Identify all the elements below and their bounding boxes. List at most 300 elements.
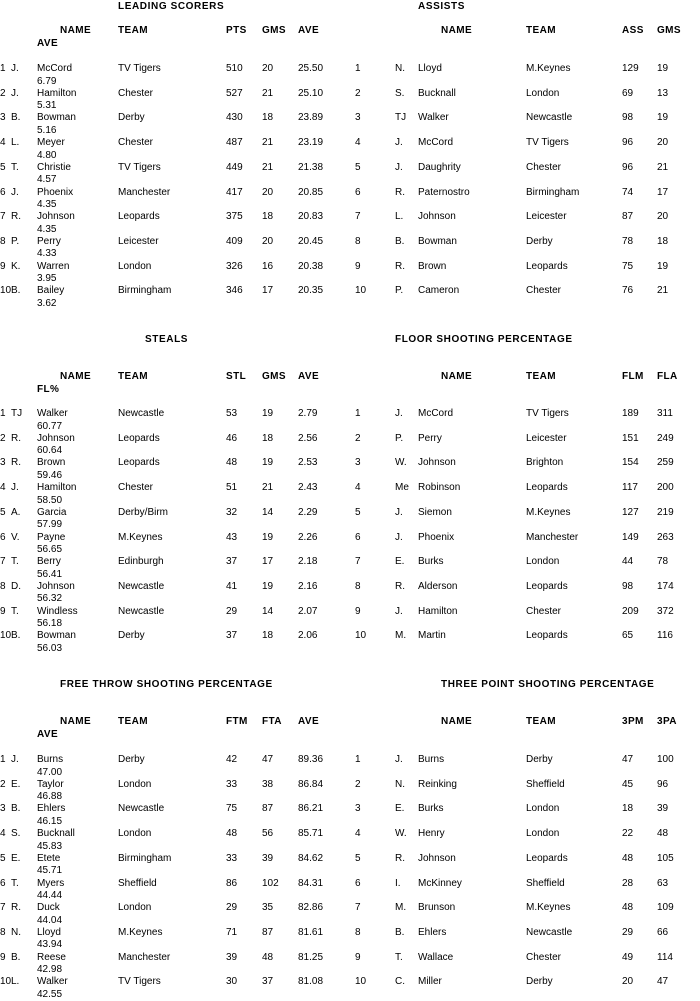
stat-cell: 109 xyxy=(657,902,674,914)
rank-cell: 4 xyxy=(355,482,361,494)
stat-cell: 98 xyxy=(622,112,634,124)
stat-cell: 29 xyxy=(226,902,238,914)
wrapped-value-cell: 44.44 xyxy=(37,890,63,901)
player-surname-cell: Burks xyxy=(418,803,444,815)
team-cell: London xyxy=(526,87,560,99)
average-cell: 2.56 xyxy=(298,432,318,444)
player-initial-cell: S. xyxy=(11,828,21,840)
player-initial-cell: E. xyxy=(395,803,405,815)
player-surname-cell: Meyer xyxy=(37,137,65,149)
team-cell: Leopards xyxy=(526,630,568,642)
average-cell: 20.38 xyxy=(298,260,324,272)
team-cell: Newcastle xyxy=(526,112,573,124)
stat-cell: 96 xyxy=(657,778,669,790)
stat-cell: 32 xyxy=(226,506,238,518)
player-surname-cell: Perry xyxy=(37,235,61,247)
team-cell: Birmingham xyxy=(118,285,172,297)
team-cell: Newcastle xyxy=(526,926,573,938)
player-initial-cell: R. xyxy=(11,902,21,914)
player-initial-cell: L. xyxy=(11,976,20,988)
team-cell: Chester xyxy=(118,482,154,494)
stat-cell: 71 xyxy=(226,926,238,938)
rank-cell: 10 xyxy=(0,630,12,642)
team-cell: M.Keynes xyxy=(526,902,571,914)
player-surname-cell: Bowman xyxy=(37,630,76,642)
stat-cell: 21 xyxy=(657,161,669,173)
player-initial-cell: B. xyxy=(11,112,21,124)
rank-cell: 7 xyxy=(355,211,361,223)
player-surname-cell: McCord xyxy=(37,63,73,74)
rank-cell: 10 xyxy=(355,630,367,642)
player-initial-cell: B. xyxy=(395,235,405,247)
team-cell: Brighton xyxy=(526,457,564,469)
player-surname-cell: Bailey xyxy=(37,285,65,297)
stat-cell: 47 xyxy=(657,976,669,988)
stat-cell: 19 xyxy=(262,457,274,469)
wrapped-value-cell: 56.41 xyxy=(37,568,63,580)
stat-cell: 20 xyxy=(262,186,274,198)
average-cell: 2.29 xyxy=(298,506,318,518)
wrapped-value-cell: 42.98 xyxy=(37,964,63,976)
player-initial-cell: E. xyxy=(11,852,21,864)
player-surname-cell: Garcia xyxy=(37,506,67,518)
player-initial-cell: K. xyxy=(11,260,21,272)
player-surname-cell: Brown xyxy=(37,457,66,469)
wrapped-value-cell: 5.16 xyxy=(37,124,57,136)
stat-cell: 29 xyxy=(226,605,238,617)
team-cell: Leicester xyxy=(118,235,159,247)
rank-cell: 5 xyxy=(355,852,361,864)
stat-cell: 21 xyxy=(657,285,669,297)
player-surname-cell: Miller xyxy=(418,976,442,988)
player-initial-cell: R. xyxy=(395,260,405,272)
column-header-team: TEAM xyxy=(526,716,556,727)
section-title: LEADING SCORERS xyxy=(118,1,225,12)
rank-cell: 1 xyxy=(355,408,361,419)
rank-cell: 6 xyxy=(0,531,6,543)
rank-cell: 9 xyxy=(0,260,6,272)
player-surname-cell: Etete xyxy=(37,852,61,864)
stat-cell: 29 xyxy=(622,926,634,938)
team-cell: London xyxy=(118,778,152,790)
rank-cell: 6 xyxy=(355,186,361,198)
stat-cell: 209 xyxy=(622,605,639,617)
stat-cell: 13 xyxy=(657,87,669,99)
average-cell: 86.21 xyxy=(298,803,324,815)
rank-cell: 5 xyxy=(355,161,361,173)
rank-cell: 9 xyxy=(355,605,361,617)
player-initial-cell: N. xyxy=(11,926,21,938)
player-surname-cell: Burns xyxy=(37,754,64,765)
stat-cell: 129 xyxy=(622,63,639,74)
stat-cell: 18 xyxy=(622,803,634,815)
stat-cell: 20 xyxy=(657,137,669,149)
team-cell: Chester xyxy=(118,137,154,149)
team-cell: Manchester xyxy=(526,531,579,543)
team-cell: TV Tigers xyxy=(118,63,161,74)
rank-cell: 7 xyxy=(0,902,6,914)
player-initial-cell: B. xyxy=(11,951,21,963)
rank-cell: 10 xyxy=(0,976,12,988)
stat-cell: 66 xyxy=(657,926,669,938)
team-cell: Newcastle xyxy=(118,803,165,815)
stat-cell: 53 xyxy=(226,408,238,419)
stat-cell: 21 xyxy=(262,87,274,99)
rank-cell: 5 xyxy=(0,506,6,518)
average-cell: 20.83 xyxy=(298,211,324,223)
stat-cell: 311 xyxy=(657,408,673,419)
column-header-fla: FLA xyxy=(657,371,678,382)
player-initial-cell: T. xyxy=(395,951,403,963)
rank-cell: 3 xyxy=(0,803,6,815)
player-surname-cell: Hamilton xyxy=(418,605,458,617)
player-initial-cell: P. xyxy=(11,235,20,247)
player-surname-cell: Burns xyxy=(418,754,445,765)
column-header-ftm: FTM xyxy=(226,716,248,727)
column-header-stl: STL xyxy=(226,371,247,382)
stat-cell: 17 xyxy=(262,285,274,297)
column-header-team: TEAM xyxy=(118,716,148,727)
team-cell: Sheffield xyxy=(118,877,157,889)
rank-cell: 4 xyxy=(0,137,6,149)
rank-cell: 8 xyxy=(355,926,361,938)
wrapped-value-cell: 46.88 xyxy=(37,791,63,803)
player-surname-cell: Ehlers xyxy=(37,803,66,815)
player-initial-cell: M. xyxy=(395,902,407,914)
team-cell: M.Keynes xyxy=(118,926,163,938)
column-header-name: NAME xyxy=(441,25,473,36)
player-initial-cell: R. xyxy=(11,457,21,469)
average-cell: 2.07 xyxy=(298,605,318,617)
stat-cell: 37 xyxy=(262,976,274,988)
rank-cell: 6 xyxy=(0,877,6,889)
stat-cell: 87 xyxy=(262,926,274,938)
player-surname-cell: Walker xyxy=(37,976,68,988)
stat-cell: 76 xyxy=(622,285,634,297)
average-cell: 2.16 xyxy=(298,580,318,592)
rank-cell: 1 xyxy=(0,63,6,74)
average-cell: 20.35 xyxy=(298,285,324,297)
player-initial-cell: J. xyxy=(11,754,19,765)
player-surname-cell: Wallace xyxy=(418,951,454,963)
player-surname-cell: Walker xyxy=(37,408,68,419)
average-cell: 25.50 xyxy=(298,63,324,74)
stat-cell: 20 xyxy=(262,63,274,74)
stat-cell: 20 xyxy=(622,976,634,988)
stat-cell: 375 xyxy=(226,211,243,223)
player-initial-cell: V. xyxy=(11,531,20,543)
stat-cell: 19 xyxy=(657,112,669,124)
rank-cell: 8 xyxy=(0,926,6,938)
column-header-ave: AVE xyxy=(298,716,320,727)
column-header-name: NAME xyxy=(441,371,473,382)
average-cell: 25.10 xyxy=(298,87,324,99)
rank-cell: 8 xyxy=(0,580,6,592)
stat-cell: 16 xyxy=(262,260,274,272)
wrapped-value-cell: 56.65 xyxy=(37,544,63,555)
rank-cell: 6 xyxy=(0,186,6,198)
player-initial-cell: P. xyxy=(395,285,404,297)
player-surname-cell: McCord xyxy=(418,408,454,419)
team-cell: London xyxy=(118,902,152,914)
stat-cell: 19 xyxy=(657,63,669,74)
wrapped-value-cell: 58.50 xyxy=(37,494,63,506)
team-cell: Leopards xyxy=(526,580,568,592)
team-cell: Chester xyxy=(526,161,562,173)
average-cell: 20.85 xyxy=(298,186,324,198)
player-surname-cell: Brown xyxy=(418,260,447,272)
player-initial-cell: J. xyxy=(11,63,19,74)
section-title: THREE POINT SHOOTING PERCENTAGE xyxy=(441,679,655,690)
player-surname-cell: Johnson xyxy=(37,432,75,444)
team-cell: Leopards xyxy=(526,482,568,494)
team-cell: Leicester xyxy=(526,432,567,444)
average-cell: 2.18 xyxy=(298,556,318,568)
player-initial-cell: I. xyxy=(395,877,401,889)
average-cell: 2.79 xyxy=(298,408,318,419)
player-initial-cell: B. xyxy=(11,803,21,815)
section-title: FREE THROW SHOOTING PERCENTAGE xyxy=(60,679,273,690)
wrapped-value-cell: 4.57 xyxy=(37,174,57,186)
stat-cell: 75 xyxy=(622,260,634,272)
stat-cell: 19 xyxy=(262,580,274,592)
team-cell: Birmingham xyxy=(526,186,580,198)
column-header-team: TEAM xyxy=(526,371,556,382)
player-surname-cell: Paternostro xyxy=(418,186,470,198)
team-cell: TV Tigers xyxy=(526,137,569,149)
rank-cell: 3 xyxy=(355,112,361,124)
player-initial-cell: L. xyxy=(11,137,20,149)
column-header-team: TEAM xyxy=(118,371,148,382)
rank-cell: 3 xyxy=(355,457,361,469)
rank-cell: 6 xyxy=(355,877,361,889)
stat-cell: 17 xyxy=(657,186,669,198)
average-cell: 21.38 xyxy=(298,161,324,173)
player-initial-cell: J. xyxy=(395,408,403,419)
player-surname-cell: Henry xyxy=(418,828,445,840)
player-surname-cell: Bowman xyxy=(418,235,457,247)
stat-cell: 18 xyxy=(262,630,274,642)
stat-cell: 510 xyxy=(226,63,243,74)
average-cell: 81.61 xyxy=(298,926,324,938)
wrapped-value-cell: 42.55 xyxy=(37,988,63,1000)
player-initial-cell: R. xyxy=(11,432,21,444)
column-header-wrapped: AVE xyxy=(37,729,59,740)
team-cell: Chester xyxy=(526,951,562,963)
stat-cell: 35 xyxy=(262,902,274,914)
stat-cell: 487 xyxy=(226,137,243,149)
stat-cell: 21 xyxy=(262,161,274,173)
rank-cell: 6 xyxy=(355,531,361,543)
wrapped-value-cell: 4.33 xyxy=(37,248,57,260)
player-initial-cell: B. xyxy=(11,285,21,297)
stat-cell: 33 xyxy=(226,778,238,790)
player-initial-cell: T. xyxy=(11,556,19,568)
player-initial-cell: R. xyxy=(395,852,405,864)
player-initial-cell: Me xyxy=(395,482,409,494)
team-cell: TV Tigers xyxy=(526,408,569,419)
player-surname-cell: Perry xyxy=(418,432,442,444)
team-cell: Leopards xyxy=(526,260,568,272)
team-cell: Leicester xyxy=(526,211,567,223)
player-surname-cell: Windless xyxy=(37,605,78,617)
player-initial-cell: J. xyxy=(11,482,19,494)
stat-cell: 259 xyxy=(657,457,674,469)
player-initial-cell: R. xyxy=(395,580,405,592)
stat-cell: 63 xyxy=(657,877,669,889)
column-header-3pm: 3PM xyxy=(622,716,644,727)
stat-cell: 30 xyxy=(226,976,238,988)
column-header-gms: GMS xyxy=(262,25,286,36)
rank-cell: 10 xyxy=(0,285,12,297)
team-cell: TV Tigers xyxy=(118,161,161,173)
team-cell: Derby xyxy=(118,630,145,642)
player-surname-cell: McCord xyxy=(418,137,454,149)
rank-cell: 2 xyxy=(355,778,361,790)
team-cell: Edinburgh xyxy=(118,556,164,568)
player-surname-cell: Ehlers xyxy=(418,926,447,938)
player-initial-cell: T. xyxy=(11,161,19,173)
stat-cell: 326 xyxy=(226,260,243,272)
column-header-pts: PTS xyxy=(226,25,247,36)
player-initial-cell: J. xyxy=(395,605,403,617)
stat-cell: 17 xyxy=(262,556,274,568)
column-header-ass: ASS xyxy=(622,25,644,36)
stat-cell: 65 xyxy=(622,630,634,642)
stat-cell: 33 xyxy=(226,852,238,864)
stat-cell: 21 xyxy=(262,482,274,494)
stat-cell: 42 xyxy=(226,754,238,765)
rank-cell: 1 xyxy=(355,63,361,74)
stat-cell: 151 xyxy=(622,432,639,444)
player-surname-cell: Bowman xyxy=(37,112,76,124)
stat-cell: 39 xyxy=(226,951,238,963)
stat-cell: 154 xyxy=(622,457,639,469)
rank-cell: 7 xyxy=(355,902,361,914)
stat-cell: 46 xyxy=(226,432,238,444)
stat-cell: 219 xyxy=(657,506,674,518)
average-cell: 84.31 xyxy=(298,877,324,889)
wrapped-value-cell: 5.31 xyxy=(37,100,57,112)
team-cell: Newcastle xyxy=(118,408,165,419)
column-header-team: TEAM xyxy=(118,25,148,36)
stat-cell: 14 xyxy=(262,605,274,617)
rank-cell: 4 xyxy=(355,828,361,840)
column-header-name: NAME xyxy=(60,371,92,382)
team-cell: Leopards xyxy=(118,457,160,469)
rank-cell: 3 xyxy=(0,112,6,124)
rank-cell: 2 xyxy=(0,778,6,790)
rank-cell: 3 xyxy=(355,803,361,815)
team-cell: Leopards xyxy=(118,432,160,444)
player-initial-cell: J. xyxy=(395,754,403,765)
team-cell: London xyxy=(526,828,560,840)
player-initial-cell: T. xyxy=(11,877,19,889)
wrapped-value-cell: 4.80 xyxy=(37,149,57,161)
rank-cell: 9 xyxy=(0,605,6,617)
wrapped-value-cell: 45.71 xyxy=(37,865,63,877)
average-cell: 2.26 xyxy=(298,531,318,543)
player-initial-cell: E. xyxy=(395,556,405,568)
stat-cell: 98 xyxy=(622,580,634,592)
stat-cell: 21 xyxy=(262,137,274,149)
rank-cell: 4 xyxy=(0,828,6,840)
rank-cell: 1 xyxy=(0,754,6,765)
stat-cell: 116 xyxy=(657,630,673,642)
stat-cell: 117 xyxy=(622,482,638,494)
team-cell: Derby xyxy=(526,976,553,988)
player-surname-cell: Johnson xyxy=(418,852,456,864)
player-initial-cell: J. xyxy=(395,161,403,173)
stat-cell: 22 xyxy=(622,828,634,840)
stat-cell: 43 xyxy=(226,531,238,543)
stat-cell: 263 xyxy=(657,531,674,543)
stat-cell: 47 xyxy=(262,754,274,765)
stat-cell: 78 xyxy=(622,235,634,247)
player-initial-cell: N. xyxy=(395,63,405,74)
player-surname-cell: Siemon xyxy=(418,506,452,518)
team-cell: London xyxy=(526,803,560,815)
section-title: ASSISTS xyxy=(418,1,465,12)
stat-cell: 527 xyxy=(226,87,243,99)
wrapped-value-cell: 56.18 xyxy=(37,618,63,630)
stat-cell: 127 xyxy=(622,506,639,518)
player-surname-cell: Warren xyxy=(37,260,70,272)
player-surname-cell: Reese xyxy=(37,951,66,963)
column-header-3pa: 3PA xyxy=(657,716,677,727)
player-surname-cell: Christie xyxy=(37,161,71,173)
stat-cell: 96 xyxy=(622,137,634,149)
stat-cell: 87 xyxy=(262,803,274,815)
team-cell: M.Keynes xyxy=(526,506,571,518)
rank-cell: 9 xyxy=(0,951,6,963)
stat-cell: 102 xyxy=(262,877,279,889)
stat-cell: 19 xyxy=(657,260,669,272)
average-cell: 86.84 xyxy=(298,778,324,790)
player-surname-cell: Daughrity xyxy=(418,161,461,173)
column-header-ave: AVE xyxy=(298,371,320,382)
stat-cell: 48 xyxy=(226,457,238,469)
team-cell: Chester xyxy=(526,605,562,617)
stat-cell: 14 xyxy=(262,506,274,518)
stat-cell: 38 xyxy=(262,778,274,790)
stat-cell: 74 xyxy=(622,186,634,198)
stat-cell: 78 xyxy=(657,556,669,568)
stat-cell: 249 xyxy=(657,432,674,444)
team-cell: Derby xyxy=(118,112,145,124)
stat-cell: 48 xyxy=(657,828,669,840)
rank-cell: 4 xyxy=(355,137,361,149)
player-surname-cell: Johnson xyxy=(418,211,456,223)
wrapped-value-cell: 60.77 xyxy=(37,420,63,432)
average-cell: 2.53 xyxy=(298,457,318,469)
player-initial-cell: A. xyxy=(11,506,21,518)
player-surname-cell: Hamilton xyxy=(37,87,77,99)
stat-cell: 18 xyxy=(262,211,274,223)
player-initial-cell: J. xyxy=(11,186,19,198)
player-surname-cell: Lloyd xyxy=(37,926,61,938)
average-cell: 89.36 xyxy=(298,754,324,765)
player-initial-cell: B. xyxy=(11,630,21,642)
stat-cell: 28 xyxy=(622,877,634,889)
team-cell: Newcastle xyxy=(118,605,165,617)
column-header-flm: FLM xyxy=(622,371,644,382)
rank-cell: 2 xyxy=(0,432,6,444)
stat-cell: 96 xyxy=(622,161,634,173)
player-surname-cell: Berry xyxy=(37,556,61,568)
column-header-name: NAME xyxy=(60,716,92,727)
stat-cell: 48 xyxy=(622,902,634,914)
